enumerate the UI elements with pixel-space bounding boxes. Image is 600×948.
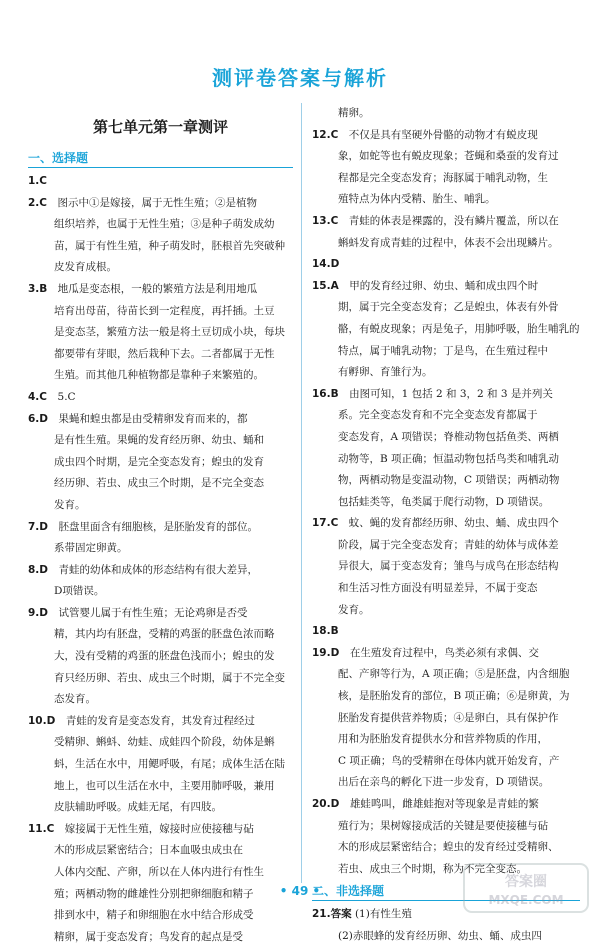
question-number: 19.D bbox=[312, 646, 340, 659]
answer-first-line: 9.D 试管婴儿属于有性生殖；无论鸡卵是否受 bbox=[28, 606, 248, 619]
svg-text:答案圈: 答案圈 bbox=[505, 874, 547, 890]
answer-first-line: 6.D 果蝇和蝗虫都是由受精卵发育而来的，都 bbox=[28, 412, 248, 425]
answer-continuation-line: 木的形成层紧密结合；日本血吸虫成虫在 bbox=[54, 844, 243, 857]
answer-continuation-line: 皮肤辅助呼吸。成蛙无尾，有四肢。 bbox=[54, 801, 222, 814]
answer-first-line: 16.B 由图可知，1 包括 2 和 3，2 和 3 是并列关 bbox=[312, 387, 553, 400]
answer-continuation-line: 发育。 bbox=[54, 498, 86, 511]
answer-continuation-line: 程都是完全变态发育；海豚属于哺乳动物，生 bbox=[338, 171, 548, 184]
answer-first-line: 精卵。 bbox=[338, 107, 370, 119]
answer-continuation-line: 殖；两栖动物的雌雄性分别把卵细胞和精子 bbox=[54, 887, 254, 900]
answer-continuation-line: 出后在亲鸟的孵化下进一步发育，D 项错误。 bbox=[338, 776, 550, 789]
answer-continuation-line: 都要带有芽眼，然后栽种下去。二者都属于无性 bbox=[54, 347, 275, 360]
left-answer-item bbox=[28, 603, 293, 711]
answer-continuation-line: 人体内交配、产卵，所以在人体内进行有性生 bbox=[54, 866, 264, 878]
answer-first-line bbox=[312, 254, 580, 276]
answer-first-line: 20.D 雄蛙鸣叫，雌雄蛙抱对等现象是青蛙的繁 bbox=[312, 798, 539, 810]
svg-text:MXQE.COM: MXQE.COM bbox=[488, 893, 564, 907]
answer-continuation-line: 系带固定卵黄。 bbox=[54, 542, 128, 555]
answer-continuation-line: 包括蛙类等，龟类属于爬行动物，D 项错误。 bbox=[338, 495, 550, 508]
answer-first-line: 8.D 青蛙的幼体和成体的形态结构有很大差异， bbox=[28, 563, 259, 576]
question-number: 1.C bbox=[28, 175, 48, 187]
answer-continuation-line: 组织培养，也属于无性生殖；③是种子萌发成幼 bbox=[54, 218, 275, 231]
answer-continuation-line: 受精卵、蝌蚪、幼蛙、成蛙四个阶段，幼体是蝌 bbox=[54, 736, 275, 749]
question-number: 14.D bbox=[312, 258, 340, 271]
answer-first-line: 15.A 甲的发育经过卵、幼虫、蛹和成虫四个时 bbox=[312, 279, 539, 292]
answer-continuation-line: 胚胎发育提供营养物质；④是卵白，具有保护作 bbox=[338, 711, 559, 724]
answer-continuation-line: 阶段，属于完全变态发育；青蛙的幼体与成体差 bbox=[338, 538, 559, 551]
answer-continuation-line: 皮发育成根。 bbox=[54, 261, 117, 274]
page-number: • 49 • bbox=[279, 884, 321, 898]
answer-first-line: 11.C 嫁接属于无性生殖，嫁接时应使接穗与砧 bbox=[28, 822, 254, 835]
question-number: 4.C bbox=[28, 390, 48, 403]
right-column bbox=[312, 103, 580, 948]
left-answer-item bbox=[28, 711, 293, 819]
section-heading-nonchoice: 二、非选择题 bbox=[312, 882, 580, 901]
answer-continuation-line: 动物等，B 项正确；恒温动物包括鸟类和哺乳动 bbox=[338, 452, 560, 465]
answer-first-line: 3.B 地瓜是变态根，一般的繁殖方法是利用地瓜 bbox=[28, 282, 258, 295]
answer-first-line bbox=[28, 171, 293, 193]
question-number: 17.C bbox=[312, 517, 339, 530]
answer-first-line: 10.D 青蛙的发育是变态发育，其发育过程经过 bbox=[28, 714, 255, 727]
answer-continuation-line: 木的形成层紧密结合；蝗虫的发育经过受精卵、 bbox=[338, 841, 559, 854]
answer-first-line: 17.C 蚊、蝇的发育都经历卵、幼虫、蛹、成虫四个 bbox=[312, 517, 559, 530]
answer-continuation-line: 态发育。 bbox=[54, 693, 96, 706]
left-answer-item bbox=[28, 171, 293, 193]
answer-continuation-line: 地上，也可以生活在水中，主要用肺呼吸，兼用 bbox=[54, 779, 275, 792]
right-answer-item bbox=[312, 513, 580, 621]
right-answer-item bbox=[312, 211, 580, 254]
section-heading-choice: 一、选择题 bbox=[28, 149, 293, 168]
question-number: 3.B bbox=[28, 282, 48, 295]
answer-continuation-line: 蚪，生活在水中，用鳃呼吸，有尾；成体生活在陆 bbox=[54, 758, 285, 771]
answer-continuation-line: 象，如蛇等也有蜕皮现象；苍蝇和桑蚕的发育过 bbox=[338, 150, 559, 163]
answer-first-line: 4.C 5.C bbox=[28, 390, 76, 403]
answer-continuation-line: 期，属于完全变态发育；乙是蝗虫，体表有外骨 bbox=[338, 301, 559, 314]
left-answer-item bbox=[28, 409, 293, 517]
answer-continuation-line: 有孵卵、育雏行为。 bbox=[338, 366, 433, 379]
answer-21-label: 21.答案 bbox=[312, 908, 352, 921]
watermark-logo bbox=[462, 862, 590, 914]
answer-continuation-line: 殖特点为体内受精、胎生、哺乳。 bbox=[338, 193, 496, 206]
answer-continuation-line: 成虫四个时期，是完全变态发育；蝗虫的发育 bbox=[54, 455, 264, 468]
answer-continuation-line: C 项正确；鸟的受精卵在母体内就开始发育，产 bbox=[338, 754, 560, 767]
answer-first-line: 2.C 图示中①是嫁接，属于无性生殖；②是植物 bbox=[28, 196, 258, 209]
left-answer-item bbox=[28, 560, 293, 603]
column-divider bbox=[301, 103, 302, 883]
right-answer-item bbox=[312, 276, 580, 384]
answer-continuation-line: 是变态茎，繁殖方法一般是将土豆切成小块，每块 bbox=[54, 326, 285, 339]
answer-21-line1: (1)有性生殖 bbox=[354, 908, 412, 921]
answer-first-line: 12.C 不仅是具有坚硬外骨骼的动物才有蜕皮现 bbox=[312, 128, 538, 141]
left-column bbox=[28, 103, 293, 948]
answer-continuation-line: 培育出母苗，待苗长到一定程度，再扦插。土豆 bbox=[54, 304, 275, 317]
answer-continuation-line: 变态发育，A 项错误；脊椎动物包括鱼类、两栖 bbox=[338, 430, 559, 443]
answer-continuation-line: 生殖。而其他几种植物都是靠种子来繁殖的。 bbox=[54, 369, 264, 382]
question-number: 12.C bbox=[312, 128, 339, 141]
right-answer-item bbox=[312, 643, 580, 794]
answer-first-line: 7.D 胚盘里面含有细胞核，是胚胎发育的部位。 bbox=[28, 520, 259, 533]
left-answer-item bbox=[28, 517, 293, 560]
right-answer-item bbox=[312, 254, 580, 276]
right-answer-item bbox=[312, 103, 580, 125]
answer-continuation-line: 大，没有受精的鸡蛋的胚盘色浅而小；蝗虫的发 bbox=[54, 650, 275, 663]
question-number: 7.D bbox=[28, 520, 49, 533]
answer-continuation-line: 排到水中，精子和卵细胞在水中结合形成受 bbox=[54, 909, 254, 922]
left-answer-list bbox=[28, 171, 293, 948]
right-answer-item bbox=[312, 384, 580, 514]
answer-continuation-line: 发育。 bbox=[338, 603, 370, 616]
answer-continuation-line: 物，两栖动物是变温动物，C 项错误；两栖动物 bbox=[338, 474, 560, 487]
answer-first-line: 13.C 青蛙的体表是裸露的，没有鳞片覆盖，所以在 bbox=[312, 214, 559, 227]
answer-continuation-line: 特点，属于哺乳动物；丁是鸟，在生殖过程中 bbox=[338, 344, 548, 357]
left-answer-item bbox=[28, 279, 293, 387]
answer-continuation-line: 若虫、成虫三个时期，称为不完全变态。 bbox=[338, 862, 527, 875]
answer-continuation-line: 是有性生殖。果蝇的发育经历卵、幼虫、蛹和 bbox=[54, 434, 264, 447]
answer-continuation-line: 苗，属于有性生殖，种子萌发时，胚根首先突破种 bbox=[54, 239, 285, 252]
question-number: 2.C bbox=[28, 196, 48, 209]
answer-continuation-line: 精卵，属于变态发育；鸟发育的起点是受 bbox=[54, 930, 243, 943]
question-number: 13.C bbox=[312, 214, 339, 227]
question-number: 6.D bbox=[28, 412, 49, 425]
question-number: 8.D bbox=[28, 563, 49, 576]
answer-continuation-line: 蝌蚪发育成青蛙的过程中，体表不会出现鳞片。 bbox=[338, 236, 559, 249]
answer-first-line: 19.D 在生殖发育过程中，鸟类必须有求偶、交 bbox=[312, 646, 539, 659]
chapter-title: 第七单元第一章测评 bbox=[92, 118, 228, 136]
answer-continuation-line: 经历卵、若虫、成虫三个时期，是不完全变态 bbox=[54, 477, 264, 490]
right-answer-item bbox=[312, 621, 580, 643]
answer-continuation-line: 骼，有蜕皮现象；丙是兔子，用肺呼吸，胎生哺乳的 bbox=[338, 322, 580, 335]
answer-continuation-line: D项错误。 bbox=[54, 585, 105, 598]
question-number: 15.A bbox=[312, 279, 339, 292]
right-answer-item bbox=[312, 125, 580, 211]
left-answer-item bbox=[28, 387, 293, 409]
question-number: 18.B bbox=[312, 625, 339, 638]
answer-continuation-line: 精，其内均有胚盘，受精的鸡蛋的胚盘色浓而略 bbox=[54, 628, 275, 641]
left-answer-item bbox=[28, 193, 293, 279]
question-number: 11.C bbox=[28, 822, 55, 835]
answer-continuation-line: 用和为胚胎发育提供水分和营养物质的作用， bbox=[338, 733, 548, 746]
page-title: 测评卷答案与解析 bbox=[212, 66, 388, 90]
answer-first-line bbox=[312, 621, 580, 643]
answer-continuation-line: 殖行为；果树嫁接成活的关键是要使接穗与砧 bbox=[338, 819, 548, 832]
answer-21-line2: (2)赤眼蜂的发育经历卵、幼虫、蛹、成虫四 bbox=[338, 929, 542, 942]
question-number: 16.B bbox=[312, 387, 339, 400]
question-number: 10.D bbox=[28, 714, 56, 727]
answer-continuation-line: 系。完全变态发育和不完全变态发育都属于 bbox=[338, 409, 538, 422]
question-number: 9.D bbox=[28, 606, 49, 619]
answer-continuation-line: 育只经历卵、若虫、成虫三个时期，属于不完全变 bbox=[54, 671, 285, 684]
answer-continuation-line: 异很大，属于变态发育；雏鸟与成鸟在形态结构 bbox=[338, 560, 559, 573]
right-answer-list bbox=[312, 103, 580, 880]
answer-continuation-line: 配、产卵等行为，A 项正确；⑤是胚盘，内含细胞 bbox=[338, 668, 570, 681]
question-number: 20.D bbox=[312, 798, 340, 810]
answer-continuation-line: 核，是胚胎发育的部位，B 项正确；⑥是卵黄，为 bbox=[338, 690, 570, 703]
answer-continuation-line: 和生活习性方面没有明显差异，不属于变态 bbox=[338, 582, 538, 595]
